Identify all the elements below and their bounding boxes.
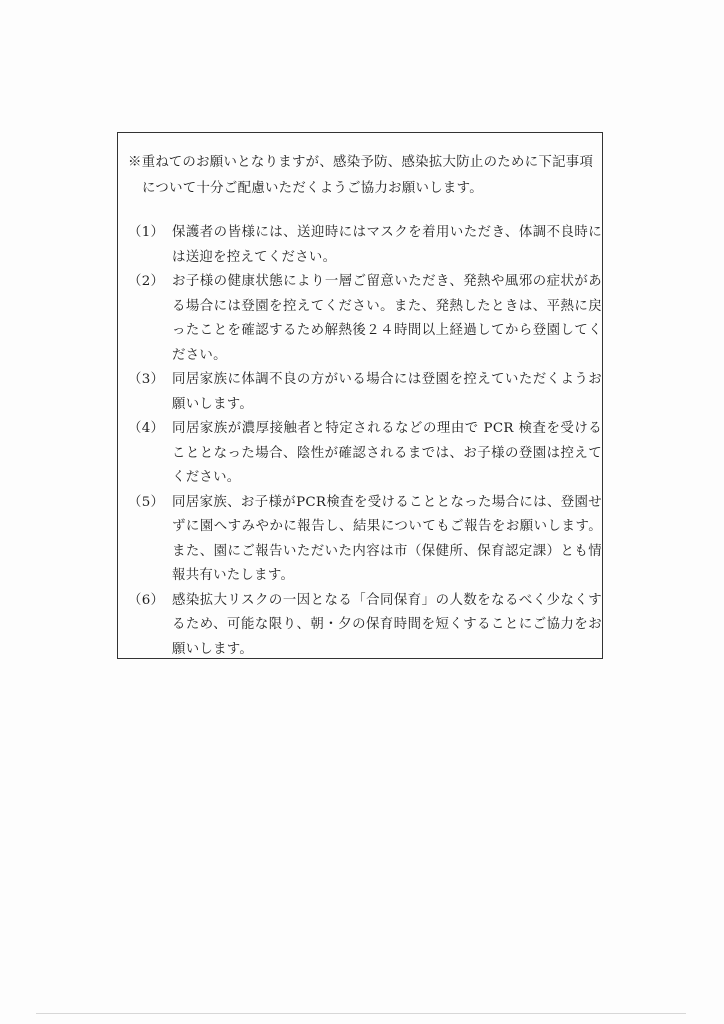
notice-item-2 bbox=[128, 270, 602, 368]
item-number: （3） bbox=[128, 372, 165, 387]
item-text: 保護者の皆様には、送迎時にはマスクを着用いただき、体調不良時には送迎を控えてください。 bbox=[172, 225, 602, 265]
item-number: （4） bbox=[128, 421, 165, 436]
notice-item-list bbox=[128, 221, 602, 662]
item-text: 同居家族が濃厚接触者と特定されるなどの理由で PCR 検査を受けることとなった場合、陰性が確認されるまでは、お子様の登園は控えてください。 bbox=[172, 421, 602, 485]
item-text: 同居家族、お子様がPCR検査を受けることとなった場合には、登園せずに園へすみやかに報告し、結果についてもご報告をお願いします。また、園にご報告いただいた内容は市（保健所、保育認定課）とも情報共有いたします。 bbox=[172, 494, 602, 583]
notice-box bbox=[117, 132, 603, 659]
item-text: 感染拡大リスクの一因となる「合同保育」の人数をなるべく少なくするため、可能な限り、朝・夕の保育時間を短くすることにご協力をお願いします。 bbox=[172, 592, 602, 657]
intro-line-2: について十分ご配慮いただくようご協力お願いします。 bbox=[142, 181, 483, 196]
notice-item-6 bbox=[128, 589, 602, 663]
item-text: 同居家族に体調不良の方がいる場合には登園を控えていただくようお願いします。 bbox=[172, 372, 602, 412]
notice-intro bbox=[128, 150, 598, 202]
item-number: （1） bbox=[128, 225, 165, 240]
notice-item-3 bbox=[128, 368, 602, 417]
scan-edge-line bbox=[36, 1013, 686, 1014]
item-text: お子様の健康状態により一層ご留意いただき、発熱や風邪の症状がある場合には登園を控えてください。また、発熱したときは、平熱に戻ったことを確認するため解熱後２４時間以上経過してから登園してください。 bbox=[172, 274, 602, 363]
notice-item-1 bbox=[128, 221, 602, 270]
item-number: （2） bbox=[128, 274, 165, 289]
item-number: （6） bbox=[128, 592, 165, 608]
intro-line-1: ※重ねてのお願いとなりますが、感染予防、感染拡大防止のために下記事項 bbox=[128, 155, 594, 170]
notice-item-4 bbox=[128, 417, 602, 491]
notice-item-5 bbox=[128, 491, 602, 589]
item-number: （5） bbox=[128, 494, 165, 510]
